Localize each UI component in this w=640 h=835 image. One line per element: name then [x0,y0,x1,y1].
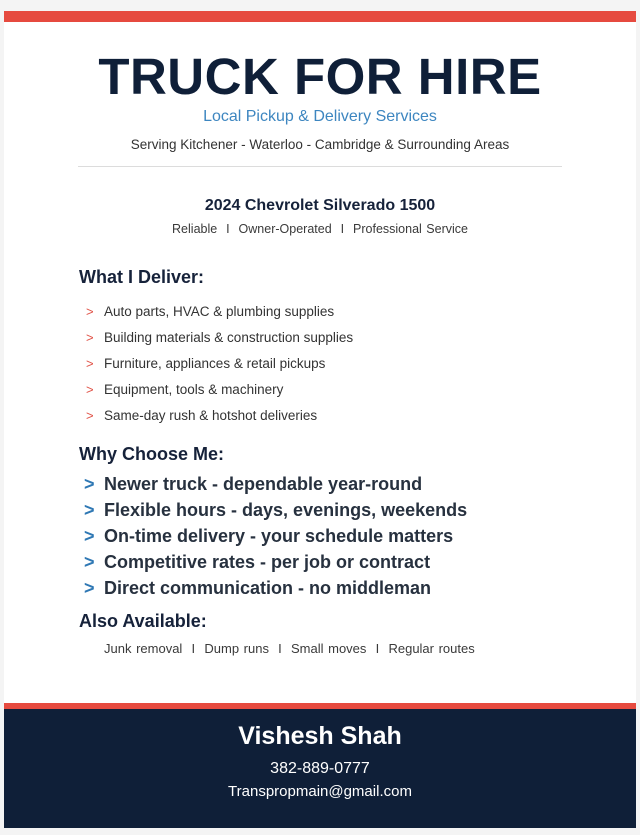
top-accent-bar [4,11,636,22]
chevron-right-icon: > [86,303,94,319]
deliver-heading: What I Deliver: [79,267,205,287]
list-item [86,350,353,376]
list-item-text: Same-day rush & hotshot deliveries [104,407,318,423]
list-item-text: Building materials & construction supplies [104,329,354,345]
vehicle-model: 2024 Chevrolet Silverado 1500 [204,197,436,214]
also-heading: Also Available: [79,611,207,631]
service-area: Serving Kitchener - Waterloo - Cambridge & Surrounding Areas [130,137,510,152]
why-list [84,471,467,601]
list-item [84,497,467,523]
list-item-text: Newer truck - dependable year-round [104,473,423,494]
chevron-right-icon: > [86,381,94,397]
list-item [84,549,467,575]
chevron-right-icon: > [86,329,94,345]
list-item-text: Competitive rates - per job or contract [104,551,431,572]
list-item-text: Equipment, tools & machinery [104,381,284,397]
flyer-title: TRUCK FOR HIRE [98,48,542,105]
chevron-right-icon: > [84,499,95,520]
list-item [86,324,353,350]
chevron-right-icon: > [84,551,95,572]
flyer-page [4,11,636,828]
deliver-list [86,298,353,428]
vehicle-traits: Reliable I Owner-Operated I Professional Service [172,222,468,236]
chevron-right-icon: > [86,355,94,371]
contact-footer [4,709,636,828]
list-item-text: Furniture, appliances & retail pickups [104,355,326,371]
list-item [86,376,353,402]
why-heading: Why Choose Me: [79,444,225,464]
list-item [84,575,467,601]
tagline: Local Pickup & Delivery Services [203,108,437,125]
also-available-list: Junk removal I Dump runs I Small moves I Regular routes [104,641,475,656]
list-item [86,298,353,324]
list-item [86,402,353,428]
chevron-right-icon: > [86,407,94,423]
chevron-right-icon: > [84,473,95,494]
list-item [84,471,467,497]
list-item [84,523,467,549]
list-item-text: On-time delivery - your schedule matters [104,525,454,546]
chevron-right-icon: > [84,525,95,546]
list-item-text: Flexible hours - days, evenings, weekends [104,499,468,520]
header-divider [78,166,562,167]
list-item-text: Auto parts, HVAC & plumbing supplies [104,303,335,319]
contact-email[interactable]: Transpropmain@gmail.com [228,783,412,800]
contact-phone[interactable]: 382-889-0777 [270,760,370,777]
list-item-text: Direct communication - no middleman [104,577,432,598]
chevron-right-icon: > [84,577,95,598]
contact-name: Vishesh Shah [238,722,402,750]
